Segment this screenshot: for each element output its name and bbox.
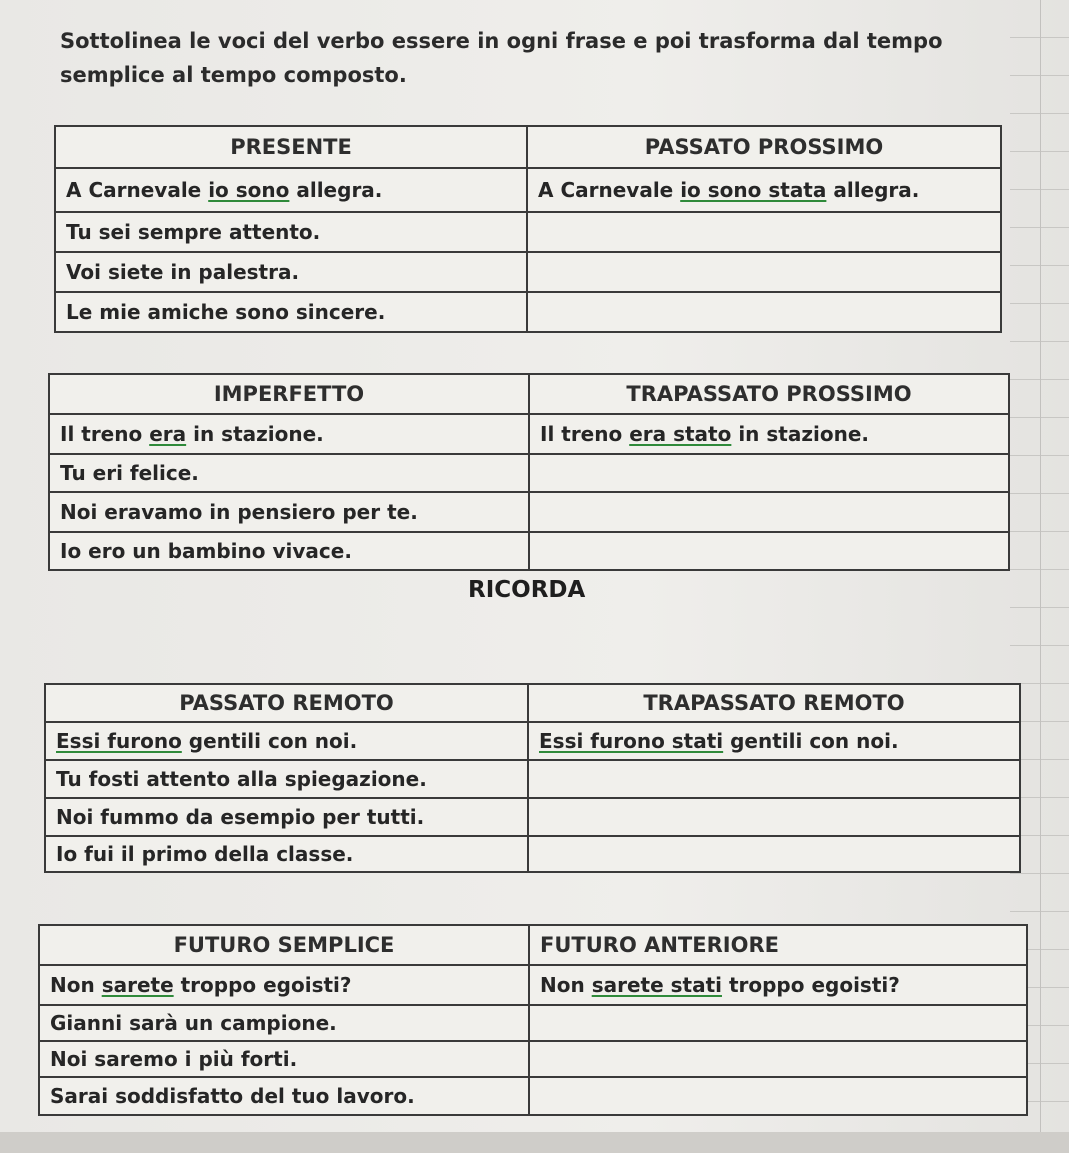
table-row (39, 1077, 1027, 1115)
page-bottom-edge (0, 1132, 1069, 1153)
sentence-cell: Noi saremo i più forti. (39, 1041, 529, 1077)
table-imperfetto-trapassato-prossimo (48, 373, 1010, 571)
verb-underline: Essi furono stati (539, 729, 724, 753)
verb-underline: io sono stata (680, 178, 827, 202)
answer-cell[interactable]: A Carnevale io sono stata allegra. (527, 168, 1001, 212)
table-row (49, 414, 1009, 454)
table-row (45, 836, 1020, 872)
column-header-right: TRAPASSATO REMOTO (528, 684, 1020, 722)
answer-cell[interactable] (528, 760, 1020, 798)
sentence-cell: Tu sei sempre attento. (55, 212, 527, 252)
verb-underline: sarete (101, 973, 174, 997)
instruction-line-2: semplice al tempo composto. (60, 63, 407, 87)
table-row (49, 454, 1009, 492)
sentence-cell: Tu eri felice. (49, 454, 529, 492)
table-row (39, 1005, 1027, 1041)
answer-cell[interactable] (528, 798, 1020, 836)
table-row (39, 1041, 1027, 1077)
answer-cell[interactable]: Il treno era stato in stazione. (529, 414, 1009, 454)
table-header-row (55, 126, 1001, 168)
answer-cell[interactable] (529, 492, 1009, 532)
table-row (55, 168, 1001, 212)
answer-cell[interactable] (527, 292, 1001, 332)
table-row (49, 492, 1009, 532)
instruction-text (60, 24, 1010, 92)
table-passato-remoto-trapassato-remoto (44, 683, 1021, 873)
table-row (45, 722, 1020, 760)
column-header-left: FUTURO SEMPLICE (39, 925, 529, 965)
sentence-cell: Voi siete in palestra. (55, 252, 527, 292)
sentence-cell: Io ero un bambino vivace. (49, 532, 529, 570)
ricorda-label: RICORDA (468, 577, 586, 603)
sentence-cell: Tu fosti attento alla spiegazione. (45, 760, 528, 798)
column-header-left: PASSATO REMOTO (45, 684, 528, 722)
column-header-left: PRESENTE (55, 126, 527, 168)
answer-cell[interactable]: Non sarete stati troppo egoisti? (529, 965, 1027, 1005)
answer-cell[interactable] (527, 252, 1001, 292)
verb-underline: era stato (629, 422, 732, 446)
table-row (45, 798, 1020, 836)
answer-cell[interactable] (529, 454, 1009, 492)
answer-cell[interactable] (529, 532, 1009, 570)
table-row (55, 292, 1001, 332)
sentence-cell: Io fui il primo della classe. (45, 836, 528, 872)
answer-cell[interactable] (529, 1041, 1027, 1077)
table-row (55, 212, 1001, 252)
answer-cell[interactable]: Essi furono stati gentili con noi. (528, 722, 1020, 760)
table-row (45, 760, 1020, 798)
column-header-right: PASSATO PROSSIMO (527, 126, 1001, 168)
table-header-row (39, 925, 1027, 965)
column-header-right: FUTURO ANTERIORE (529, 925, 1027, 965)
table-futuro-semplice-futuro-anteriore (38, 924, 1028, 1116)
instruction-line-1: Sottolinea le voci del verbo essere in ogni frase e poi trasforma dal tempo (60, 29, 943, 53)
sentence-cell: Le mie amiche sono sincere. (55, 292, 527, 332)
verb-underline: Essi furono (56, 729, 182, 753)
answer-cell[interactable] (529, 1077, 1027, 1115)
sentence-cell: Gianni sarà un campione. (39, 1005, 529, 1041)
sentence-cell: Non sarete troppo egoisti? (39, 965, 529, 1005)
sentence-cell: A Carnevale io sono allegra. (55, 168, 527, 212)
table-row (39, 965, 1027, 1005)
verb-underline: io sono (208, 178, 290, 202)
answer-cell[interactable] (527, 212, 1001, 252)
answer-cell[interactable] (529, 1005, 1027, 1041)
table-row (55, 252, 1001, 292)
verb-underline: era (149, 422, 187, 446)
verb-underline: sarete stati (591, 973, 722, 997)
sentence-cell: Sarai soddisfatto del tuo lavoro. (39, 1077, 529, 1115)
notebook-vertical-line (1040, 0, 1041, 1153)
table-header-row (45, 684, 1020, 722)
table-header-row (49, 374, 1009, 414)
sentence-cell: Essi furono gentili con noi. (45, 722, 528, 760)
table-row (49, 532, 1009, 570)
column-header-right: TRAPASSATO PROSSIMO (529, 374, 1009, 414)
sentence-cell: Noi eravamo in pensiero per te. (49, 492, 529, 532)
sentence-cell: Noi fummo da esempio per tutti. (45, 798, 528, 836)
sentence-cell: Il treno era in stazione. (49, 414, 529, 454)
table-presente-passato-prossimo (54, 125, 1002, 333)
answer-cell[interactable] (528, 836, 1020, 872)
column-header-left: IMPERFETTO (49, 374, 529, 414)
